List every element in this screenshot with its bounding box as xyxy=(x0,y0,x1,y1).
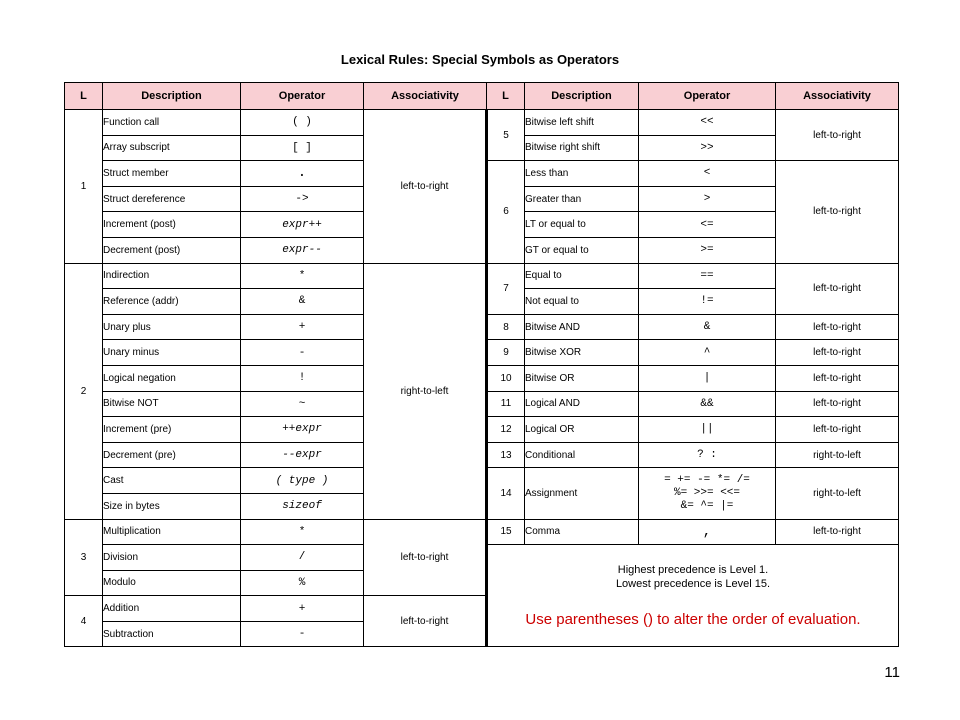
level-cell: 7 xyxy=(487,263,525,314)
level-cell: 14 xyxy=(487,468,525,519)
operator-cell: / xyxy=(241,545,364,571)
associativity-cell: left-to-right xyxy=(776,314,899,340)
operator-text: ( type ) xyxy=(275,474,329,487)
description-cell: GT or equal to xyxy=(525,237,639,263)
note-highest: Highest precedence is Level 1. xyxy=(617,564,769,577)
description-cell: Addition xyxy=(103,596,241,622)
associativity-cell: left-to-right xyxy=(776,365,899,391)
description-cell: Unary minus xyxy=(103,340,241,366)
description-cell: Multiplication xyxy=(103,519,241,545)
associativity-cell: left-to-right xyxy=(776,519,899,545)
operator-cell xyxy=(639,468,776,519)
description-cell: Cast xyxy=(103,468,241,494)
operator-cell xyxy=(241,161,364,187)
operator-text: ++expr xyxy=(282,423,322,436)
description-cell: Increment (pre) xyxy=(103,417,241,443)
operator-cell: * xyxy=(241,519,364,545)
description-cell: Bitwise AND xyxy=(525,314,639,340)
associativity-cell: right-to-left xyxy=(776,468,899,519)
table-row xyxy=(65,110,899,136)
description-cell: Bitwise OR xyxy=(525,365,639,391)
operator-cell: + xyxy=(241,314,364,340)
note-parentheses: Use parentheses () to alter the order of evaluation. xyxy=(525,611,861,629)
operator-text: . xyxy=(297,165,307,182)
operator-cell: ~ xyxy=(241,391,364,417)
operator-cell xyxy=(639,519,776,545)
operator-cell xyxy=(241,493,364,519)
header-associativity-right: Associativity xyxy=(776,83,899,110)
description-cell: Logical OR xyxy=(525,417,639,443)
table-row xyxy=(65,519,899,545)
operator-cell: & xyxy=(241,289,364,315)
level-cell: 11 xyxy=(487,391,525,417)
operator-cell: != xyxy=(639,289,776,315)
description-cell: Function call xyxy=(103,110,241,136)
description-cell: Greater than xyxy=(525,186,639,212)
associativity-cell: left-to-right xyxy=(776,110,899,161)
operator-cell: - xyxy=(241,621,364,647)
operator-cell: || xyxy=(639,417,776,443)
associativity-cell: right-to-left xyxy=(364,263,487,519)
operator-cell: + xyxy=(241,596,364,622)
operator-cell: && xyxy=(639,391,776,417)
associativity-cell: left-to-right xyxy=(776,161,899,263)
operator-cell xyxy=(241,442,364,468)
operator-cell: * xyxy=(241,263,364,289)
operator-cell: << xyxy=(639,110,776,136)
header-associativity-left: Associativity xyxy=(364,83,487,110)
table-row xyxy=(65,263,899,289)
description-cell: Unary plus xyxy=(103,314,241,340)
description-cell: Not equal to xyxy=(525,289,639,315)
precedence-notes xyxy=(487,545,899,647)
associativity-cell: left-to-right xyxy=(364,110,487,264)
description-cell: Decrement (pre) xyxy=(103,442,241,468)
description-cell: Less than xyxy=(525,161,639,187)
level-cell: 12 xyxy=(487,417,525,443)
operator-precedence-table xyxy=(64,82,899,647)
operator-cell: ! xyxy=(241,365,364,391)
operator-cell: - xyxy=(241,340,364,366)
associativity-cell: left-to-right xyxy=(776,340,899,366)
operator-text: expr++ xyxy=(282,218,322,231)
associativity-cell: left-to-right xyxy=(364,519,487,596)
level-cell: 6 xyxy=(487,161,525,263)
operator-cell: >= xyxy=(639,237,776,263)
associativity-cell: left-to-right xyxy=(776,391,899,417)
operator-cell: < xyxy=(639,161,776,187)
description-cell: Decrement (post) xyxy=(103,237,241,263)
level-cell: 13 xyxy=(487,442,525,468)
header-level-right: L xyxy=(487,83,525,110)
associativity-cell: left-to-right xyxy=(776,263,899,314)
page-number: 11 xyxy=(884,664,900,681)
level-cell: 8 xyxy=(487,314,525,340)
operator-text: , xyxy=(702,523,712,540)
operator-cell xyxy=(241,237,364,263)
description-cell: Logical negation xyxy=(103,365,241,391)
level-cell: 10 xyxy=(487,365,525,391)
assignment-ops-line: = += -= *= /= xyxy=(664,473,750,486)
description-cell: Bitwise NOT xyxy=(103,391,241,417)
description-cell: Comma xyxy=(525,519,639,545)
header-operator-left: Operator xyxy=(241,83,364,110)
operator-cell: <= xyxy=(639,212,776,238)
description-cell: Equal to xyxy=(525,263,639,289)
description-cell: Size in bytes xyxy=(103,493,241,519)
assignment-ops-line: &= ^= |= xyxy=(680,499,734,512)
associativity-cell: right-to-left xyxy=(776,442,899,468)
operator-cell: > xyxy=(639,186,776,212)
header-description-right: Description xyxy=(525,83,639,110)
operator-cell: ( ) xyxy=(241,110,364,136)
operator-cell: % xyxy=(241,570,364,596)
assignment-ops-line: %= >>= <<= xyxy=(673,486,740,499)
note-lowest: Lowest precedence is Level 15. xyxy=(615,578,771,591)
level-cell: 3 xyxy=(65,519,103,596)
header-description-left: Description xyxy=(103,83,241,110)
header-level-left: L xyxy=(65,83,103,110)
description-cell: Modulo xyxy=(103,570,241,596)
header-row xyxy=(65,83,899,110)
associativity-cell: left-to-right xyxy=(364,596,487,647)
level-cell: 15 xyxy=(487,519,525,545)
operator-cell: & xyxy=(639,314,776,340)
description-cell: Assignment xyxy=(525,468,639,519)
description-cell: Bitwise left shift xyxy=(525,110,639,136)
operator-cell: ? : xyxy=(639,442,776,468)
level-cell: 5 xyxy=(487,110,525,161)
operator-cell: >> xyxy=(639,135,776,161)
description-cell: Conditional xyxy=(525,442,639,468)
header-operator-right: Operator xyxy=(639,83,776,110)
description-cell: Indirection xyxy=(103,263,241,289)
operator-text: expr-- xyxy=(282,244,322,257)
description-cell: Increment (post) xyxy=(103,212,241,238)
level-cell: 4 xyxy=(65,596,103,647)
description-cell: Struct dereference xyxy=(103,186,241,212)
operator-cell: | xyxy=(639,365,776,391)
operator-cell xyxy=(241,468,364,494)
operator-cell: -> xyxy=(241,186,364,212)
operator-cell xyxy=(241,417,364,443)
description-cell: Division xyxy=(103,545,241,571)
description-cell: Subtraction xyxy=(103,621,241,647)
associativity-cell: left-to-right xyxy=(776,417,899,443)
description-cell: Struct member xyxy=(103,161,241,187)
description-cell: Bitwise right shift xyxy=(525,135,639,161)
description-cell: Bitwise XOR xyxy=(525,340,639,366)
operator-cell: == xyxy=(639,263,776,289)
level-cell: 1 xyxy=(65,110,103,264)
operator-cell: ^ xyxy=(639,340,776,366)
operator-cell: [ ] xyxy=(241,135,364,161)
operator-text: --expr xyxy=(282,449,322,462)
operator-text: sizeof xyxy=(282,500,322,513)
page-title: Lexical Rules: Special Symbols as Operators xyxy=(340,52,620,67)
description-cell: Array subscript xyxy=(103,135,241,161)
description-cell: Logical AND xyxy=(525,391,639,417)
description-cell: LT or equal to xyxy=(525,212,639,238)
level-cell: 2 xyxy=(65,263,103,519)
description-cell: Reference (addr) xyxy=(103,289,241,315)
level-cell: 9 xyxy=(487,340,525,366)
operator-cell xyxy=(241,212,364,238)
